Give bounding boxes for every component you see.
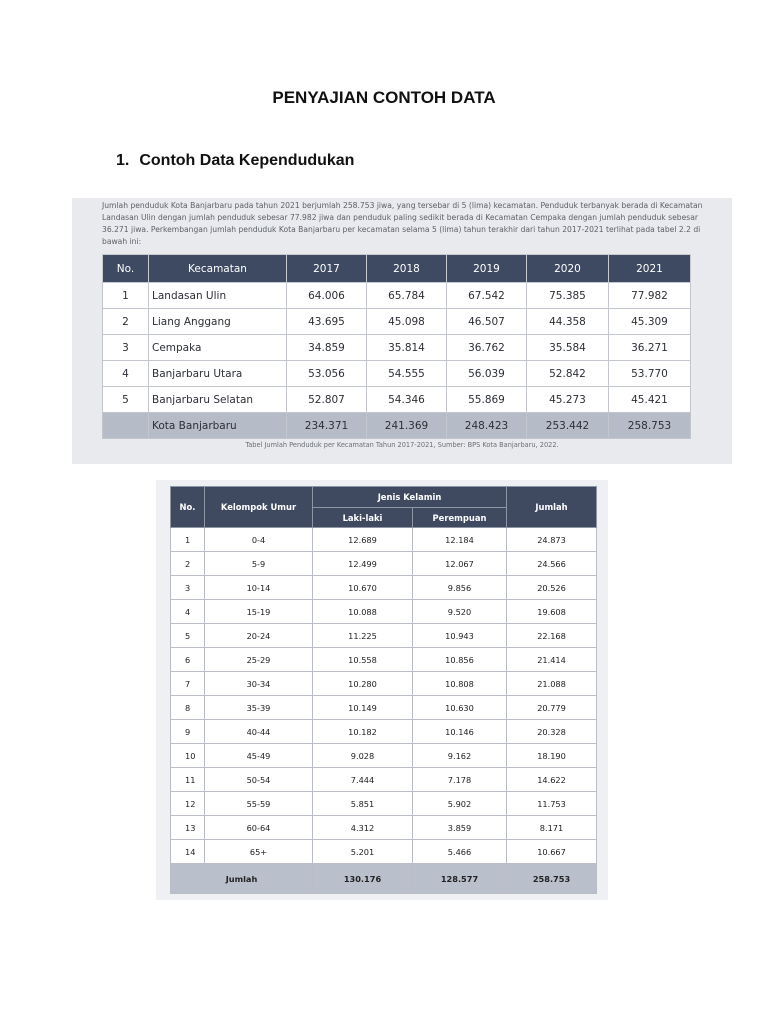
cell-total: 22.168 xyxy=(507,624,597,648)
cell-kecamatan: Cempaka xyxy=(149,335,287,361)
age-group-table xyxy=(170,486,597,894)
cell-value: 77.982 xyxy=(609,283,691,309)
cell-value: 35.584 xyxy=(527,335,609,361)
table-row xyxy=(103,283,691,309)
cell-male: 12.499 xyxy=(313,552,413,576)
table-row xyxy=(171,648,597,672)
cell-male: 5.851 xyxy=(313,792,413,816)
cell-female: 10.856 xyxy=(413,648,507,672)
cell-no: 3 xyxy=(171,576,205,600)
cell-no: 6 xyxy=(171,648,205,672)
cell-female: 5.466 xyxy=(413,840,507,864)
cell-age-group: 40-44 xyxy=(205,720,313,744)
cell-female: 10.943 xyxy=(413,624,507,648)
cell-age-group: 45-49 xyxy=(205,744,313,768)
cell-no: 13 xyxy=(171,816,205,840)
cell-value: 258.753 xyxy=(609,413,691,439)
cell-age-group: 15-19 xyxy=(205,600,313,624)
cell-no: 5 xyxy=(103,387,149,413)
header-kecamatan: Kecamatan xyxy=(149,255,287,283)
cell-value: 43.695 xyxy=(287,309,367,335)
table-row xyxy=(171,528,597,552)
cell-kecamatan: Liang Anggang xyxy=(149,309,287,335)
header-2018: 2018 xyxy=(367,255,447,283)
cell-no: 4 xyxy=(171,600,205,624)
table-row xyxy=(171,696,597,720)
cell-female: 3.859 xyxy=(413,816,507,840)
cell-female: 12.184 xyxy=(413,528,507,552)
section-number: 1. xyxy=(116,152,130,169)
total-row xyxy=(171,864,597,894)
cell-value: 54.555 xyxy=(367,361,447,387)
section-title: Contoh Data Kependudukan xyxy=(139,152,355,169)
cell-male: 5.201 xyxy=(313,840,413,864)
total-male: 130.176 xyxy=(313,864,413,894)
cell-value: 52.807 xyxy=(287,387,367,413)
cell-age-group: 25-29 xyxy=(205,648,313,672)
table-row xyxy=(171,720,597,744)
cell-no: 1 xyxy=(171,528,205,552)
cell-value: 53.056 xyxy=(287,361,367,387)
cell-female: 10.808 xyxy=(413,672,507,696)
cell-no: 3 xyxy=(103,335,149,361)
header-jenis-kelamin: Jenis Kelamin xyxy=(313,487,507,508)
cell-total: 20.779 xyxy=(507,696,597,720)
cell-male: 7.444 xyxy=(313,768,413,792)
cell-no: 1 xyxy=(103,283,149,309)
population-table xyxy=(102,254,691,439)
cell-male: 4.312 xyxy=(313,816,413,840)
cell-value: 36.271 xyxy=(609,335,691,361)
cell-male: 9.028 xyxy=(313,744,413,768)
cell-no: 2 xyxy=(171,552,205,576)
table-row xyxy=(171,576,597,600)
cell-no: 9 xyxy=(171,720,205,744)
cell-male: 10.670 xyxy=(313,576,413,600)
cell-total: 11.753 xyxy=(507,792,597,816)
cell-no: 14 xyxy=(171,840,205,864)
cell-age-group: 10-14 xyxy=(205,576,313,600)
cell-male: 10.149 xyxy=(313,696,413,720)
cell-total: 21.414 xyxy=(507,648,597,672)
cell-age-group: 0-4 xyxy=(205,528,313,552)
population-table-header-row xyxy=(103,255,691,283)
cell-male: 10.088 xyxy=(313,600,413,624)
cell-value: 241.369 xyxy=(367,413,447,439)
header-perempuan: Perempuan xyxy=(413,508,507,528)
intro-paragraph: Jumlah penduduk Kota Banjarbaru pada tahun 2021 berjumlah 258.753 jiwa, yang tersebar di 5 (lima) kecamatan. Penduduk terbanyak berada di Kecamatan Landasan Ulin dengan jumlah penduduk sebesar 77.982 jiwa dan penduduk paling sedikit berada di Kecamatan Cempaka dengan jumlah penduduk sebesar 36.271 jiwa. Perkembangan jumlah penduduk Kota Banjarbaru per kecamatan selama 5 (lima) tahun terakhir dari tahun 2017-2021 terlihat pada tabel 2.2 di bawah ini: xyxy=(102,201,703,246)
cell-value: 248.423 xyxy=(447,413,527,439)
cell-value: 53.770 xyxy=(609,361,691,387)
cell-value: 52.842 xyxy=(527,361,609,387)
cell-value: 46.507 xyxy=(447,309,527,335)
cell-no: 7 xyxy=(171,672,205,696)
cell-value: 234.371 xyxy=(287,413,367,439)
population-by-kecamatan-figure xyxy=(72,198,732,464)
cell-no xyxy=(103,413,149,439)
cell-total: 8.171 xyxy=(507,816,597,840)
age-group-figure xyxy=(156,480,608,900)
table-row xyxy=(171,816,597,840)
cell-no: 10 xyxy=(171,744,205,768)
cell-age-group: 5-9 xyxy=(205,552,313,576)
cell-value: 35.814 xyxy=(367,335,447,361)
cell-female: 12.067 xyxy=(413,552,507,576)
cell-total: 20.526 xyxy=(507,576,597,600)
cell-value: 56.039 xyxy=(447,361,527,387)
cell-female: 10.146 xyxy=(413,720,507,744)
header-2017: 2017 xyxy=(287,255,367,283)
header-no: No. xyxy=(171,487,205,528)
cell-value: 45.309 xyxy=(609,309,691,335)
table-row xyxy=(103,335,691,361)
header-laki-laki: Laki-laki xyxy=(313,508,413,528)
cell-age-group: 60-64 xyxy=(205,816,313,840)
cell-male: 10.558 xyxy=(313,648,413,672)
cell-male: 10.280 xyxy=(313,672,413,696)
total-label: Jumlah xyxy=(171,864,313,894)
cell-no: 12 xyxy=(171,792,205,816)
total-row xyxy=(103,413,691,439)
header-kelompok-umur: Kelompok Umur xyxy=(205,487,313,528)
cell-kecamatan: Kota Banjarbaru xyxy=(149,413,287,439)
total-jumlah: 258.753 xyxy=(507,864,597,894)
cell-female: 10.630 xyxy=(413,696,507,720)
cell-female: 9.520 xyxy=(413,600,507,624)
header-2021: 2021 xyxy=(609,255,691,283)
cell-age-group: 30-34 xyxy=(205,672,313,696)
header-2020: 2020 xyxy=(527,255,609,283)
cell-total: 21.088 xyxy=(507,672,597,696)
cell-female: 9.162 xyxy=(413,744,507,768)
cell-value: 34.859 xyxy=(287,335,367,361)
cell-female: 5.902 xyxy=(413,792,507,816)
section-heading xyxy=(116,152,354,170)
table-row xyxy=(171,624,597,648)
total-female: 128.577 xyxy=(413,864,507,894)
table-row xyxy=(171,600,597,624)
cell-total: 14.622 xyxy=(507,768,597,792)
cell-age-group: 35-39 xyxy=(205,696,313,720)
table-row xyxy=(171,792,597,816)
cell-value: 75.385 xyxy=(527,283,609,309)
cell-total: 19.608 xyxy=(507,600,597,624)
cell-kecamatan: Banjarbaru Selatan xyxy=(149,387,287,413)
table-row xyxy=(171,768,597,792)
header-2019: 2019 xyxy=(447,255,527,283)
table-caption: Tabel Jumlah Penduduk per Kecamatan Tahun 2017-2021, Sumber: BPS Kota Banjarbaru, 2022. xyxy=(245,441,559,449)
cell-total: 20.328 xyxy=(507,720,597,744)
cell-age-group: 50-54 xyxy=(205,768,313,792)
age-table-header-row xyxy=(171,487,597,508)
table-row xyxy=(103,309,691,335)
cell-no: 11 xyxy=(171,768,205,792)
cell-no: 8 xyxy=(171,696,205,720)
cell-female: 9.856 xyxy=(413,576,507,600)
cell-value: 36.762 xyxy=(447,335,527,361)
cell-female: 7.178 xyxy=(413,768,507,792)
header-no: No. xyxy=(103,255,149,283)
table-row xyxy=(171,840,597,864)
cell-value: 45.273 xyxy=(527,387,609,413)
cell-no: 2 xyxy=(103,309,149,335)
cell-value: 44.358 xyxy=(527,309,609,335)
cell-male: 11.225 xyxy=(313,624,413,648)
cell-value: 45.098 xyxy=(367,309,447,335)
table-row xyxy=(171,552,597,576)
cell-value: 45.421 xyxy=(609,387,691,413)
cell-total: 24.873 xyxy=(507,528,597,552)
cell-total: 24.566 xyxy=(507,552,597,576)
cell-male: 12.689 xyxy=(313,528,413,552)
cell-no: 4 xyxy=(103,361,149,387)
cell-age-group: 65+ xyxy=(205,840,313,864)
table-row xyxy=(103,361,691,387)
cell-age-group: 55-59 xyxy=(205,792,313,816)
table-row xyxy=(171,672,597,696)
cell-value: 54.346 xyxy=(367,387,447,413)
cell-value: 253.442 xyxy=(527,413,609,439)
cell-age-group: 20-24 xyxy=(205,624,313,648)
cell-male: 10.182 xyxy=(313,720,413,744)
cell-value: 64.006 xyxy=(287,283,367,309)
cell-total: 10.667 xyxy=(507,840,597,864)
table-row xyxy=(171,744,597,768)
header-jumlah: Jumlah xyxy=(507,487,597,528)
cell-kecamatan: Banjarbaru Utara xyxy=(149,361,287,387)
cell-total: 18.190 xyxy=(507,744,597,768)
table-row xyxy=(103,387,691,413)
cell-value: 65.784 xyxy=(367,283,447,309)
cell-no: 5 xyxy=(171,624,205,648)
cell-value: 55.869 xyxy=(447,387,527,413)
document-title: PENYAJIAN CONTOH DATA xyxy=(272,88,496,107)
cell-value: 67.542 xyxy=(447,283,527,309)
cell-kecamatan: Landasan Ulin xyxy=(149,283,287,309)
